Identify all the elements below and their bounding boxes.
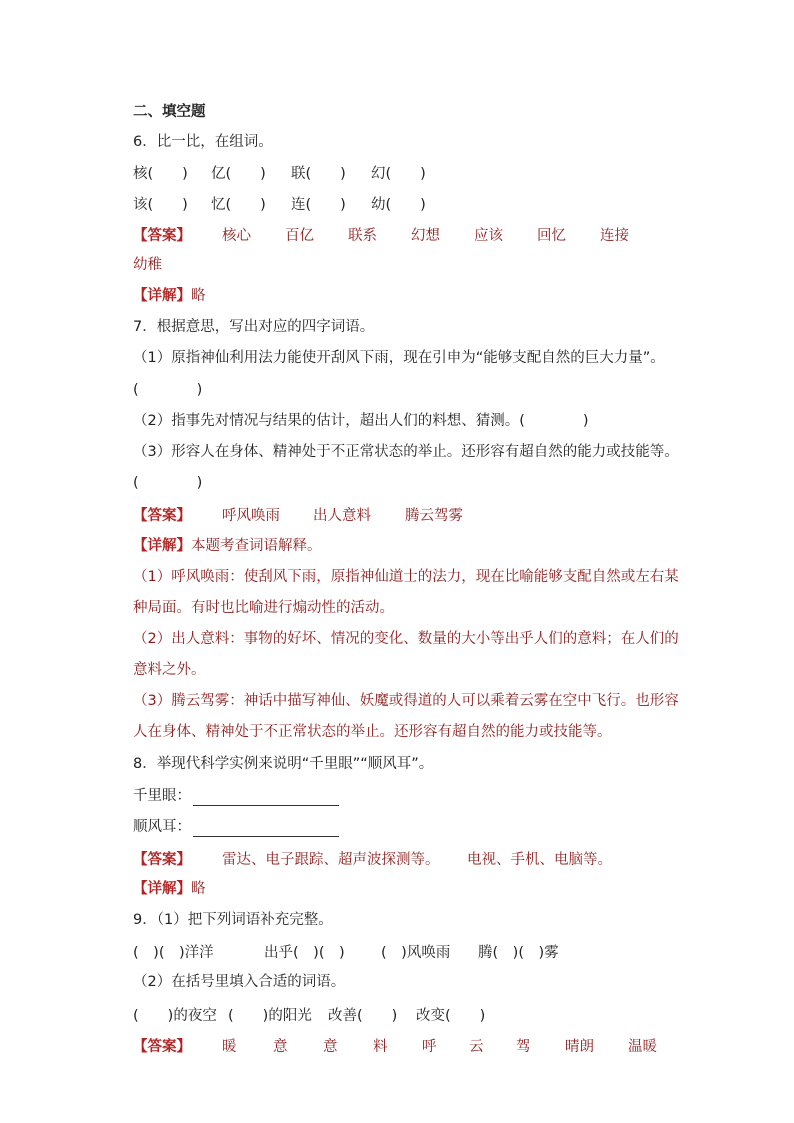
detail-line [133, 286, 206, 306]
q6-blank: 连( ) [291, 197, 346, 213]
q6-blank: 该( ) [133, 197, 188, 213]
q7-blank: ( ) [133, 382, 203, 398]
answer-word: 出人意料 [313, 508, 371, 524]
answer-tag: 【答案】 [133, 228, 191, 244]
q9-blank: ( )的夜空 [133, 1008, 217, 1024]
answer-tag: 【答案】 [133, 852, 191, 868]
q9-blank: 腾( )( )雾 [478, 945, 559, 961]
q7-item: （3）形容人在身体、精神处于不正常状态的举止。还形容有超自然的能力或技能等。 [133, 444, 679, 460]
answer-word: 回忆 [537, 228, 566, 244]
q7-item: （1）原指神仙利用法力能使开刮风下雨，现在引申为“能够支配自然的巨大力量”。 [133, 350, 665, 366]
q8-line [133, 786, 339, 806]
q9-blank: 改变( ) [416, 1008, 486, 1024]
answer-word: 腾云驾雾 [405, 508, 463, 524]
q9-blank: 改善( ) [328, 1008, 398, 1024]
detail-tag: 【详解】 [133, 881, 191, 897]
answer-word: 料 [373, 1039, 388, 1055]
detail-text: 略 [191, 288, 206, 304]
answer-word: 雷达、电子跟踪、超声波探测等。 [222, 852, 440, 868]
q9-blank: ( )风唤雨 [381, 945, 451, 961]
detail-text: 本题考查词语解释。 [191, 538, 322, 554]
detail-text: （3）腾云驾雾：神话中描写神仙、妖魔或得道的人可以乘着云雾在空中飞行。也形容 [133, 693, 679, 709]
q8-label: 千里眼： [133, 788, 191, 804]
section-title: 二、填空题 [133, 104, 206, 120]
q9-blank: ( )的阳光 [228, 1008, 312, 1024]
answer-word: 驾 [516, 1039, 531, 1055]
detail-text: 略 [191, 881, 206, 897]
q6-stem: 6．比一比，在组词。 [133, 134, 273, 150]
answer-underline [193, 820, 339, 837]
q8-label: 顺风耳： [133, 819, 191, 835]
q9-blank: ( )( )洋洋 [133, 945, 214, 961]
detail-text: 意料之外。 [133, 662, 206, 678]
detail-tag: 【详解】 [133, 538, 191, 554]
detail-text: 人在身体、精神处于不正常状态的举止。还形容有超自然的能力或技能等。 [133, 724, 612, 740]
q6-blank: 幼( ) [371, 197, 426, 213]
q9-stem: 9．（1）把下列词语补充完整。 [133, 912, 333, 928]
answer-word: 连接 [600, 228, 629, 244]
q6-blank: 联( ) [291, 166, 346, 182]
answer-word: 电视、手机、电脑等。 [467, 852, 612, 868]
q7-item: （2）指事先对情况与结果的估计，超出人们的料想、猜测。( ) [133, 413, 589, 429]
answer-word: 意 [323, 1039, 338, 1055]
q6-blank: 忆( ) [211, 197, 266, 213]
detail-line [133, 879, 206, 899]
detail-line [133, 536, 322, 556]
answer-word: 晴朗 [565, 1039, 594, 1055]
detail-text: 种局面。有时也比喻进行煽动性的活动。 [133, 600, 394, 616]
q9-blank: 出乎( )( ) [264, 945, 345, 961]
answer-tag: 【答案】 [133, 1039, 191, 1055]
q8-stem: 8．举现代科学实例来说明“千里眼”“顺风耳”。 [133, 756, 434, 772]
answer-word: 联系 [348, 228, 377, 244]
detail-tag: 【详解】 [133, 288, 191, 304]
q6-blank: 亿( ) [211, 166, 266, 182]
q6-blank: 核( ) [133, 166, 188, 182]
answer-word: 幻想 [411, 228, 440, 244]
detail-text: （1）呼风唤雨：使刮风下雨，原指神仙道士的法力，现在比喻能够支配自然或左右某 [133, 569, 679, 585]
q7-blank: ( ) [133, 475, 203, 491]
answer-word: 应该 [474, 228, 503, 244]
answer-word: 意 [273, 1039, 288, 1055]
q8-line [133, 817, 339, 837]
q6-blank: 幻( ) [371, 166, 426, 182]
answer-word: 云 [469, 1039, 484, 1055]
answer-word: 暖 [222, 1039, 237, 1055]
answer-word: 百亿 [285, 228, 314, 244]
q7-stem: 7．根据意思，写出对应的四字词语。 [133, 319, 375, 335]
answer-word: 呼 [422, 1039, 437, 1055]
answer-underline [193, 789, 339, 806]
answer-word: 幼稚 [133, 257, 162, 273]
answer-tag: 【答案】 [133, 508, 191, 524]
q9-stem: （2）在括号里填入合适的词语。 [133, 974, 346, 990]
answer-word: 温暖 [628, 1039, 657, 1055]
detail-text: （2）出人意料：事物的好坏、情况的变化、数量的大小等出乎人们的意料；在人们的 [133, 631, 679, 647]
answer-word: 呼风唤雨 [222, 508, 280, 524]
answer-word: 核心 [222, 228, 251, 244]
